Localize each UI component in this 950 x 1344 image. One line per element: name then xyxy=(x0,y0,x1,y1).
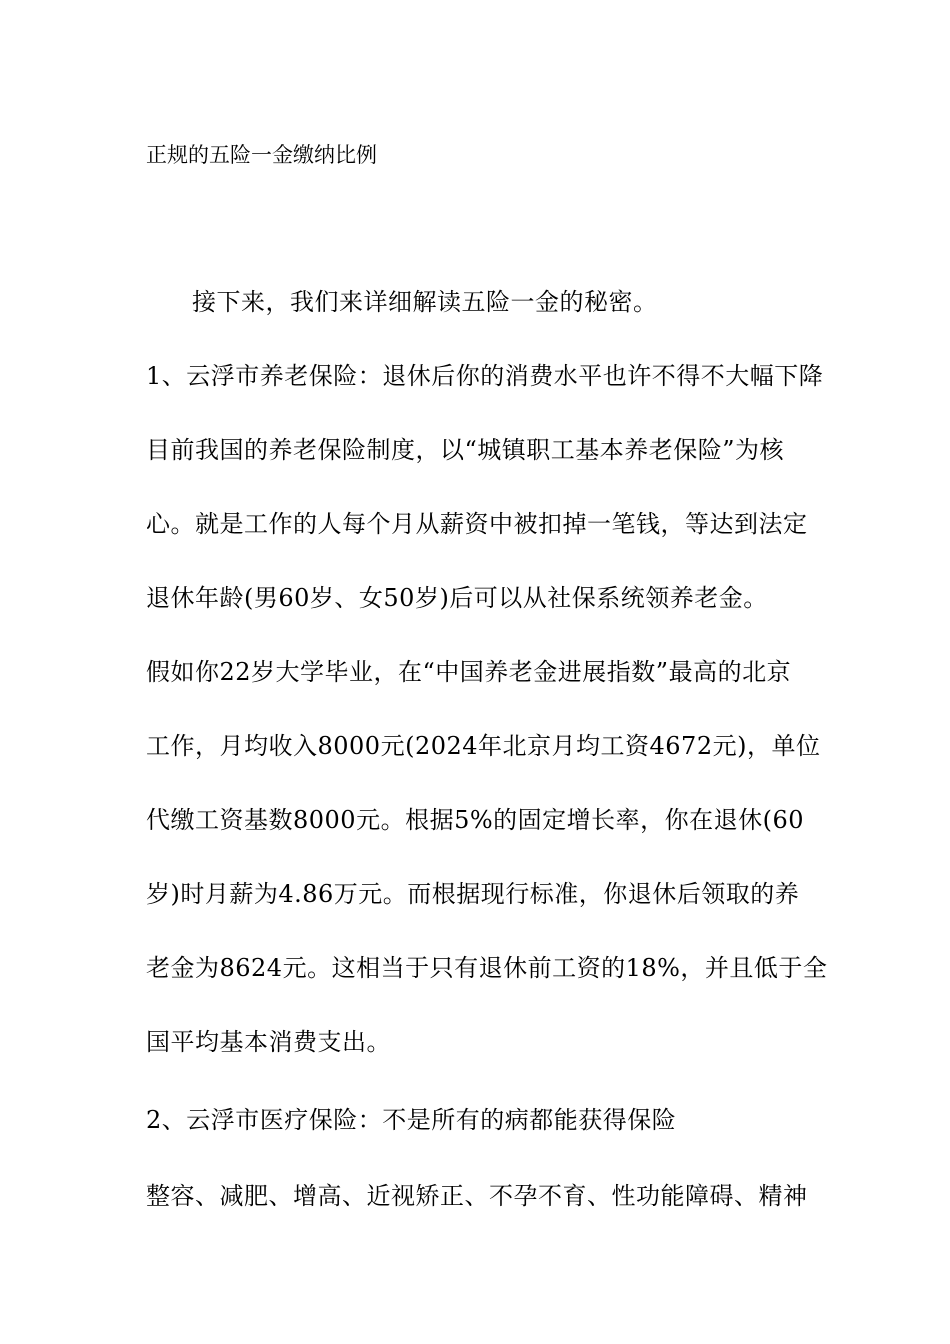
paragraph-line: 心。就是工作的人每个月从薪资中被扣掉一笔钱，等达到法定 xyxy=(146,510,808,538)
paragraph-line: 代缴工资基数8000元。根据5%的固定增长率，你在退休(60 xyxy=(146,806,805,834)
paragraph-line: 整容、减肥、增高、近视矫正、不孕不育、性功能障碍、精神 xyxy=(146,1182,808,1210)
paragraph-line: 老金为8624元。这相当于只有退休前工资的18%，并且低于全 xyxy=(146,954,828,982)
paragraph-line: 目前我国的养老保险制度，以“城镇职工基本养老保险”为核 xyxy=(146,436,785,464)
section-heading-medical: 2、云浮市医疗保险：不是所有的病都能获得保险 xyxy=(146,1106,677,1134)
document-title: 正规的五险一金缴纳比例 xyxy=(146,143,377,167)
paragraph-line: 退休年龄(男60岁、女50岁)后可以从社保系统领养老金。 xyxy=(146,584,768,612)
paragraph-line: 国平均基本消费支出。 xyxy=(146,1028,391,1056)
paragraph-line: 假如你22岁大学毕业，在“中国养老金进展指数”最高的北京 xyxy=(146,658,792,686)
paragraph-line: 岁)时月薪为4.86万元。而根据现行标准，你退休后领取的养 xyxy=(146,880,800,908)
paragraph-line: 工作，月均收入8000元(2024年北京月均工资4672元)，单位 xyxy=(146,732,821,760)
paragraph-line-intro: 接下来，我们来详细解读五险一金的秘密。 xyxy=(192,288,658,316)
section-heading-pension: 1、云浮市养老保险：退休后你的消费水平也许不得不大幅下降 xyxy=(146,362,824,390)
